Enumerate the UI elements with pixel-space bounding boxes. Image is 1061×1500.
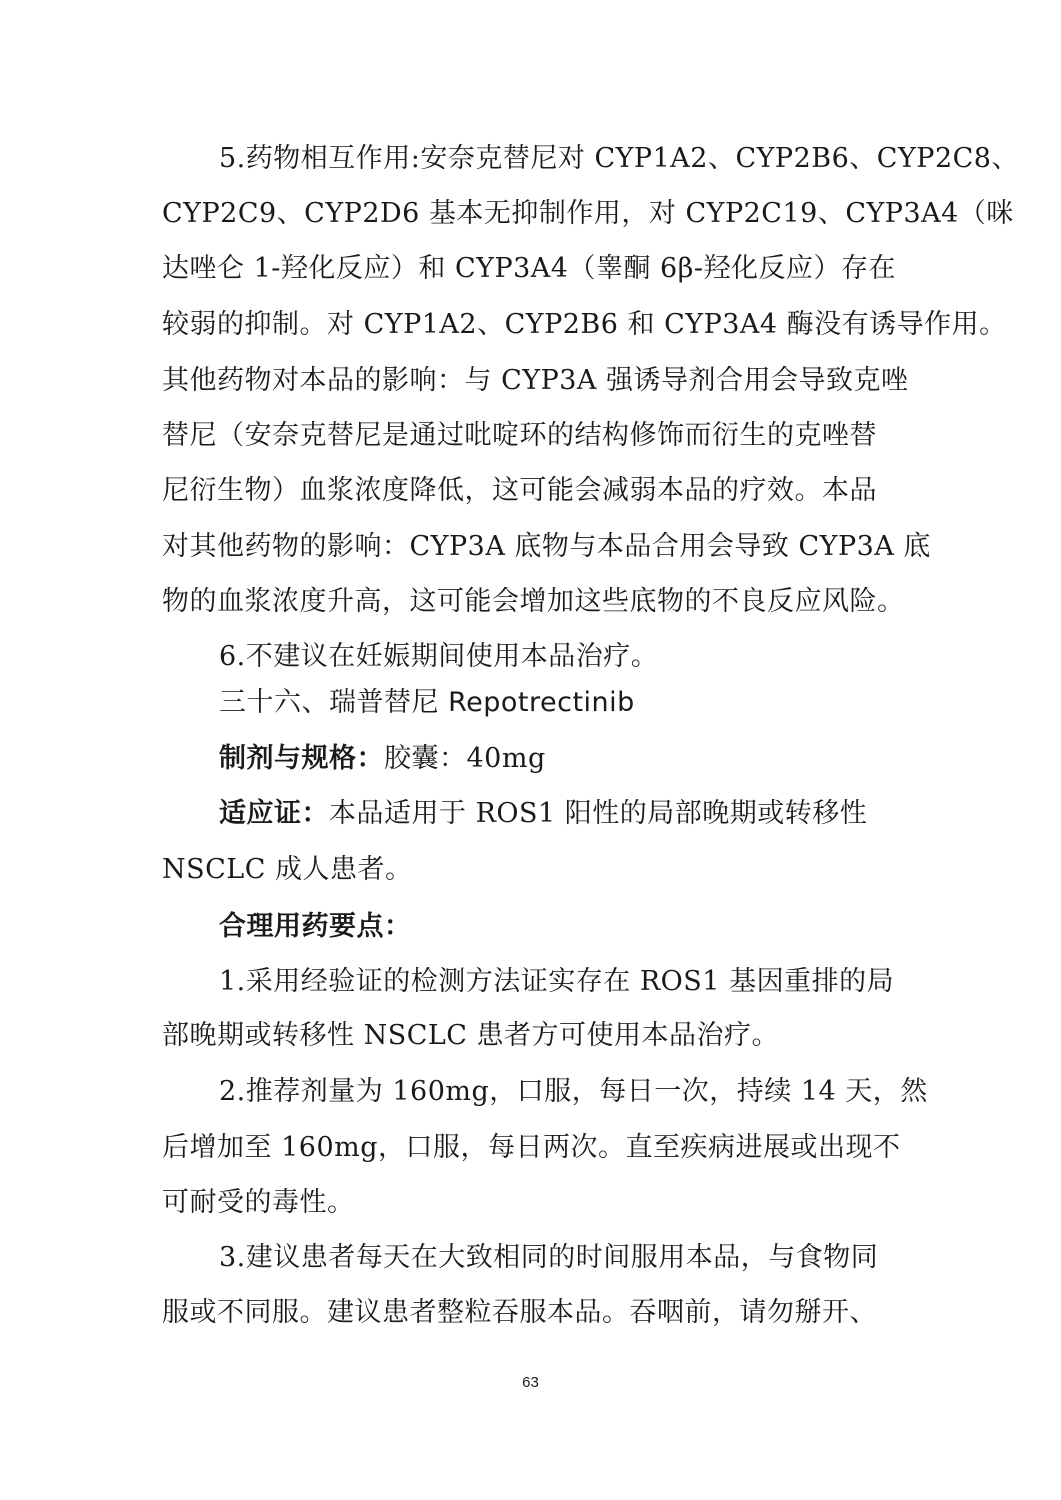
point2-line-1: 2.推荐剂量为 160mg，口服，每日一次，持续 14 天，然	[219, 1076, 928, 1107]
point2-line-3: 可耐受的毒性。	[162, 1187, 355, 1218]
indication-line-2: NSCLC 成人患者。	[162, 854, 413, 885]
para6-line-1: 6.不建议在妊娠期间使用本品治疗。	[219, 641, 659, 672]
para5-line-3: 达唑仑 1-羟化反应）和 CYP3A4（睾酮 6β-羟化反应）存在	[162, 253, 896, 284]
para5-line-5: 其他药物对本品的影响：与 CYP3A 强诱导剂合用会导致克唑	[162, 365, 909, 396]
indication-line-1	[219, 797, 867, 831]
para5-line-9: 物的血浆浓度升高，这可能会增加这些底物的不良反应风险。	[162, 586, 905, 617]
para5-line-1: 5.药物相互作用:安奈克替尼对 CYP1A2、CYP2B6、CYP2C8、	[219, 143, 1019, 174]
point1-line-2: 部晚期或转移性 NSCLC 患者方可使用本品治疗。	[162, 1020, 780, 1051]
para5-line-2: CYP2C9、CYP2D6 基本无抑制作用，对 CYP2C19、CYP3A4（咪	[162, 198, 1014, 229]
point3-line-1: 3.建议患者每天在大致相同的时间服用本品，与食物同	[219, 1242, 879, 1273]
point2-line-2: 后增加至 160mg，口服，每日两次。直至疾病进展或出现不	[162, 1132, 901, 1163]
indication-text-1: 本品适用于 ROS1 阳性的局部晚期或转移性	[329, 798, 868, 829]
key-points-heading: 合理用药要点：	[219, 911, 412, 942]
formulation-line	[219, 742, 546, 776]
para5-line-7: 尼衍生物）血浆浓度降低，这可能会减弱本品的疗效。本品	[162, 475, 877, 506]
section-title: 三十六、瑞普替尼 Repotrectinib	[219, 687, 635, 718]
page-number: 63	[522, 1374, 539, 1391]
para5-line-4: 较弱的抑制。对 CYP1A2、CYP2B6 和 CYP3A4 酶没有诱导作用。	[162, 309, 1007, 340]
formulation-value: 胶囊：40mg	[384, 743, 546, 774]
point1-line-1: 1.采用经验证的检测方法证实存在 ROS1 基因重排的局	[219, 966, 895, 997]
point3-line-2: 服或不同服。建议患者整粒吞服本品。吞咽前，请勿掰开、	[162, 1297, 877, 1328]
formulation-label: 制剂与规格：	[219, 743, 384, 774]
indication-label: 适应证：	[219, 798, 329, 829]
para5-line-6: 替尼（安奈克替尼是通过吡啶环的结构修饰而衍生的克唑替	[162, 420, 877, 451]
para5-line-8: 对其他药物的影响：CYP3A 底物与本品合用会导致 CYP3A 底	[162, 531, 931, 562]
